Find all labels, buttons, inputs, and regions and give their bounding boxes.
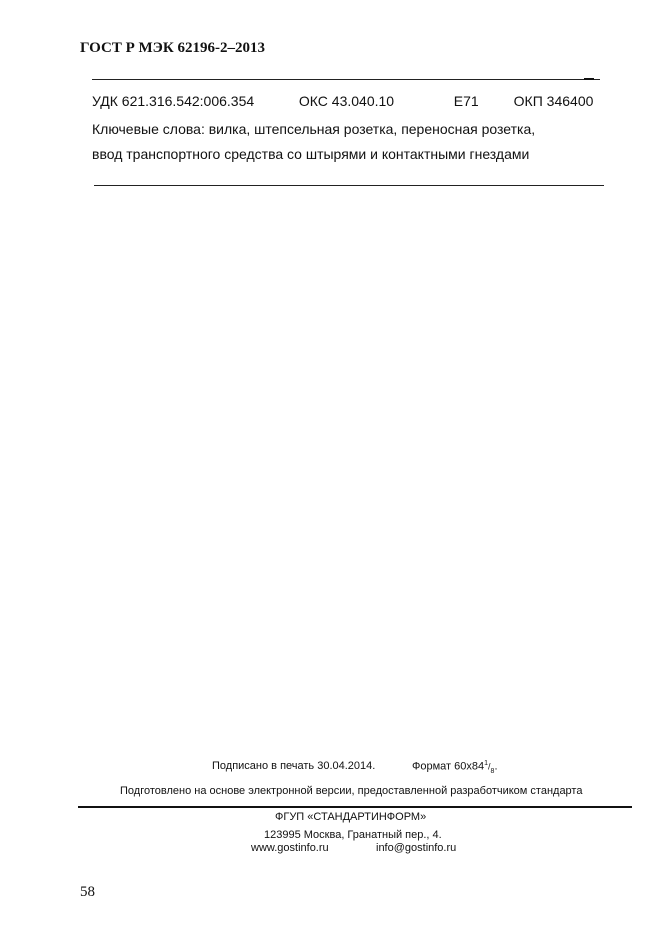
keywords-divider [94,185,604,186]
publisher-name: ФГУП «СТАНДАРТИНФОРМ» [275,811,427,823]
keywords-line-2: ввод транспортного средства со штырями и контактными гнездами [92,146,530,162]
standard-title: ГОСТ Р МЭК 62196-2–2013 [80,40,265,56]
top-divider-mark [584,78,594,80]
page-number: 58 [80,884,95,900]
signed-to-print: Подписано в печать 30.04.2014. [212,760,376,772]
okp-code: ОКП 346400 [513,93,594,109]
udk-code: УДК 621.316.542:006.354 [92,93,255,109]
publisher-website[interactable]: www.gostinfo.ru [251,842,329,854]
paper-format-label: Формат 60х84 [412,760,485,773]
category-code: Е71 [453,93,479,109]
classification-codes [92,93,593,109]
prepared-note: Подготовлено на основе электронной версии, предоставленной разработчиком стандарта [120,785,583,797]
paper-format-denominator: 8 [490,767,495,775]
paper-format-numerator: 1 [484,760,489,767]
top-divider [92,79,600,80]
oks-code: ОКС 43.040.10 [298,93,395,109]
keywords-line-1: Ключевые слова: вилка, штепсельная розетка, переносная розетка, [92,121,536,137]
publisher-divider [78,806,632,808]
publisher-address: 123995 Москва, Гранатный пер., 4. [264,829,442,841]
publisher-email[interactable]: info@gostinfo.ru [376,842,457,854]
paper-format: Формат $60х84^1/_8$. [412,760,498,775]
